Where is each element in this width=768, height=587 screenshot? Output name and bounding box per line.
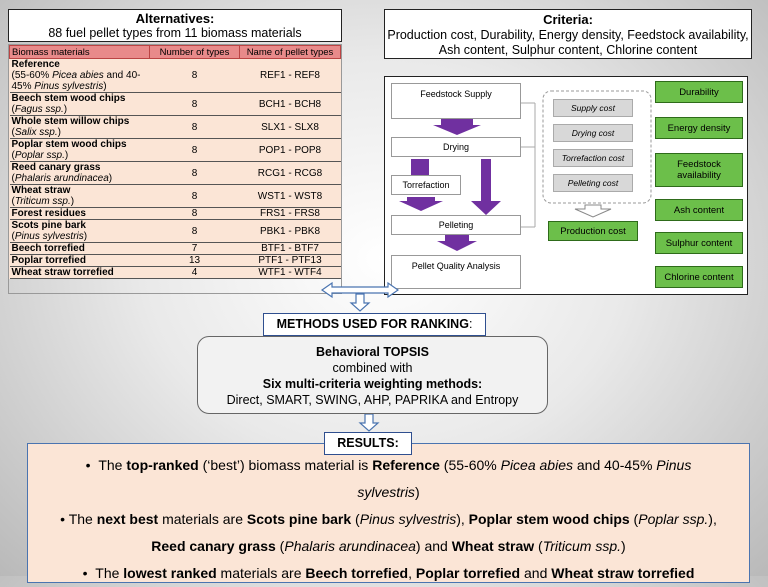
biomass-material-cell: Forest residues — [10, 208, 150, 220]
column-header: Number of types — [150, 46, 240, 59]
pellet-types-cell: RCG1 - RCG8 — [240, 162, 341, 185]
pellet-types-cell: SLX1 - SLX8 — [240, 116, 341, 139]
methods-label-text: METHODS USED FOR RANKING — [276, 317, 469, 331]
pellet-types-cell: PTF1 - PTF13 — [240, 255, 341, 267]
biomass-material-cell: Wheat straw (Triticum ssp.) — [10, 185, 150, 208]
step-feedstock-supply: Feedstock Supply — [391, 83, 521, 119]
number-of-types-cell: 8 — [150, 116, 240, 139]
number-of-types-cell: 8 — [150, 220, 240, 243]
down-arrow — [360, 414, 378, 431]
alternatives-subtitle: 88 fuel pellet types from 11 biomass materials — [48, 26, 302, 40]
pellet-types-cell: PBK1 - PBK8 — [240, 220, 341, 243]
biomass-material-cell: Wheat straw torrefied — [10, 267, 150, 279]
number-of-types-cell: 13 — [150, 255, 240, 267]
result-bullet-2: • The next best materials are Scots pine bark (Pinus sylvestris), Poplar stem wood chips (Poplar ssp.), Reed canary grass (Phalaris arundinacea) and Wheat straw (Triticum ssp.) — [60, 511, 717, 554]
number-of-types-cell: 8 — [150, 59, 240, 93]
result-bullet-3: • The lowest ranked materials are Beech torrefied, Poplar torrefied and Wheat straw torrefied — [82, 565, 695, 581]
criterion-sulphur-content: Sulphur content — [655, 232, 743, 254]
biomass-material-cell: Poplar torrefied — [10, 255, 150, 267]
criteria-text: Production cost, Durability, Energy density, Feedstock availability, Ash content, Sulphur content, Chlorine content — [387, 28, 749, 57]
results-label: RESULTS: — [324, 432, 412, 455]
biomass-material-cell: Beech stem wood chips (Fagus ssp.) — [10, 93, 150, 116]
pellet-types-cell: WTF1 - WTF4 — [240, 267, 341, 279]
column-header: Name of pellet types — [240, 46, 341, 59]
pellet-types-cell: WST1 - WST8 — [240, 185, 341, 208]
result-bullet-1: • The top-ranked (‘best’) biomass material is Reference (55-60% Picea abies and 40-45% Pinus sylvestris) — [85, 457, 692, 500]
number-of-types-cell: 8 — [150, 208, 240, 220]
biomass-material-cell: Scots pine bark (Pinus sylvestris) — [10, 220, 150, 243]
pellet-types-cell: FRS1 - FRS8 — [240, 208, 341, 220]
criterion-energy-density: Energy density — [655, 117, 743, 139]
pellet-types-cell: BTF1 - BTF7 — [240, 243, 341, 255]
methods-line3: Six multi-criteria weighting methods: — [262, 377, 483, 391]
cost-pelleting: Pelleting cost — [553, 174, 633, 192]
alternatives-title: Alternatives: — [135, 11, 215, 26]
criterion-ash-content: Ash content — [655, 199, 743, 221]
production-cost-box: Production cost — [548, 221, 638, 241]
methods-line2: combined with — [332, 361, 413, 375]
number-of-types-cell: 8 — [150, 93, 240, 116]
column-header: Biomass materials — [10, 46, 150, 59]
criteria-title: Criteria: — [543, 12, 593, 27]
pellet-types-cell: POP1 - POP8 — [240, 139, 341, 162]
pellet-types-cell: BCH1 - BCH8 — [240, 93, 341, 116]
methods-line1: Behavioral TOPSIS — [315, 345, 429, 359]
methods-label-colon: : — [468, 317, 473, 331]
number-of-types-cell: 4 — [150, 267, 240, 279]
number-of-types-cell: 8 — [150, 162, 240, 185]
cost-supply: Supply cost — [553, 99, 633, 117]
criterion-chlorine-content: Chlorine content — [655, 266, 743, 288]
criterion-durability: Durability — [655, 81, 743, 103]
number-of-types-cell: 8 — [150, 139, 240, 162]
biomass-material-cell: Beech torrefied — [10, 243, 150, 255]
methods-label — [263, 313, 486, 336]
methods-line4: Direct, SMART, SWING, AHP, PAPRIKA and Entropy — [226, 393, 519, 407]
number-of-types-cell: 7 — [150, 243, 240, 255]
methods-box — [197, 336, 548, 414]
down-arrow — [351, 294, 369, 311]
step-pellet-quality-analysis: Pellet Quality Analysis — [391, 255, 521, 289]
biomass-material-cell: Reference (55-60% Picea abies and 40-45% Pinus sylvestris) — [10, 59, 150, 93]
step-pelleting: Pelleting — [391, 215, 521, 235]
cost-drying: Drying cost — [553, 124, 633, 142]
biomass-material-cell: Whole stem willow chips (Salix ssp.) — [10, 116, 150, 139]
results-box — [27, 443, 750, 583]
cost-torrefaction: Torrefaction cost — [553, 149, 633, 167]
step-drying: Drying — [391, 137, 521, 157]
biomass-material-cell: Reed canary grass (Phalaris arundinacea) — [10, 162, 150, 185]
step-torrefaction: Torrefaction — [391, 175, 461, 195]
biomass-material-cell: Poplar stem wood chips (Poplar ssp.) — [10, 139, 150, 162]
pellet-types-cell: REF1 - REF8 — [240, 59, 341, 93]
criterion-feedstock-availability: Feedstock availability — [655, 153, 743, 187]
number-of-types-cell: 8 — [150, 185, 240, 208]
